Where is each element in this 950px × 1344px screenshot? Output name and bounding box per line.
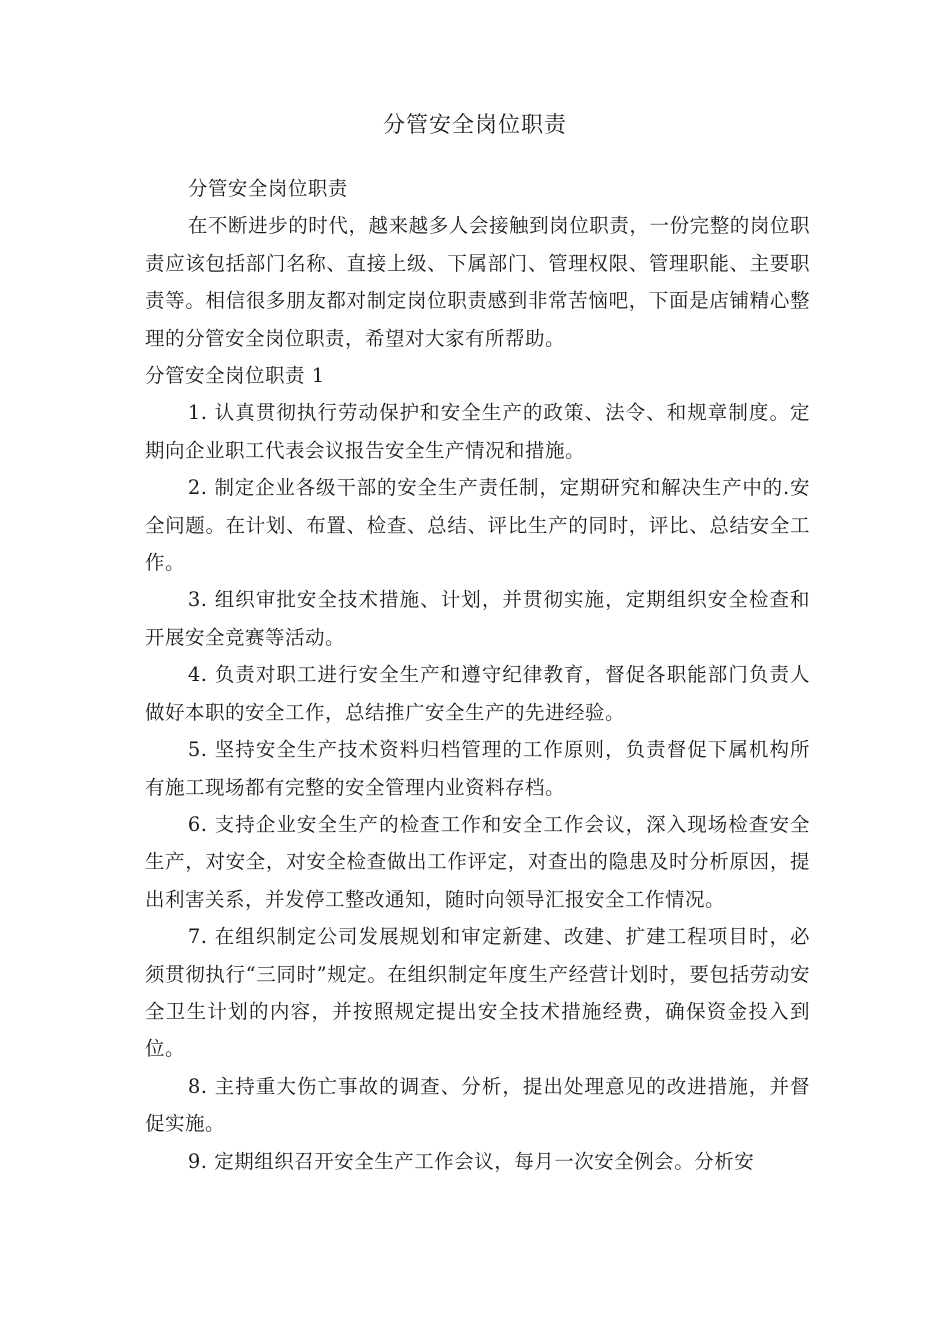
duty-item-4: 4. 负责对职工进行安全生产和遵守纪律教育，督促各职能部门负责人做好本职的安全工作，总结推广安全生产的先进经验。 (145, 663, 810, 724)
duty-item-1: 1. 认真贯彻执行劳动保护和安全生产的政策、法令、和规章制度。定期向企业职工代表会议报告安全生产情况和措施。 (145, 401, 810, 462)
duty-item-8: 8. 主持重大伤亡事故的调查、分析，提出处理意见的改进措施，并督促实施。 (145, 1074, 810, 1136)
duty-item-5: 5. 坚持安全生产技术资料归档管理的工作原则，负责督促下属机构所有施工现场都有完整的安全管理内业资料存档。 (145, 738, 810, 799)
intro-paragraph: 在不断进步的时代，越来越多人会接触到岗位职责，一份完整的岗位职责应该包括部门名称、直接上级、下属部门、管理权限、管理职能、主要职责等。相信很多朋友都对制定岗位职责感到非常苦恼吧，下面是店铺精心整理的分管安全岗位职责，希望对大家有所帮助。 (145, 214, 810, 350)
duty-item-6: 6. 支持企业安全生产的检查工作和安全工作会议，深入现场检查安全生产，对安全，对安全检查做出工作评定，对查出的隐患及时分析原因，提出利害关系，并发停工整改通知，随时向领导汇报安全工作情况。 (145, 812, 810, 911)
document-title: 分管安全岗位职责 (382, 113, 567, 138)
document-subtitle: 分管安全岗位职责 (187, 177, 348, 200)
duty-item-9: 9. 定期组织召开安全生产工作会议，每月一次安全例会。分析安 (187, 1149, 755, 1173)
section-heading: 分管安全岗位职责 1 (145, 364, 325, 388)
duty-item-2: 2. 制定企业各级干部的安全生产责任制，定期研究和解决生产中的.安全问题。在计划、布置、检查、总结、评比生产的同时，评比、总结安全工作。 (145, 476, 810, 575)
duty-item-7: 7. 在组织制定公司发展规划和审定新建、改建、扩建工程项目时，必须贯彻执行“三同时”规定。在组织制定年度生产经营计划时，要包括劳动安全卫生计划的内容，并按照规定提出安全技术措施经费，确保资金投入到位。 (145, 925, 810, 1061)
duty-item-3: 3. 组织审批安全技术措施、计划，并贯彻实施，定期组织安全检查和开展安全竞赛等活动。 (145, 588, 810, 649)
document-body (145, 170, 810, 1180)
